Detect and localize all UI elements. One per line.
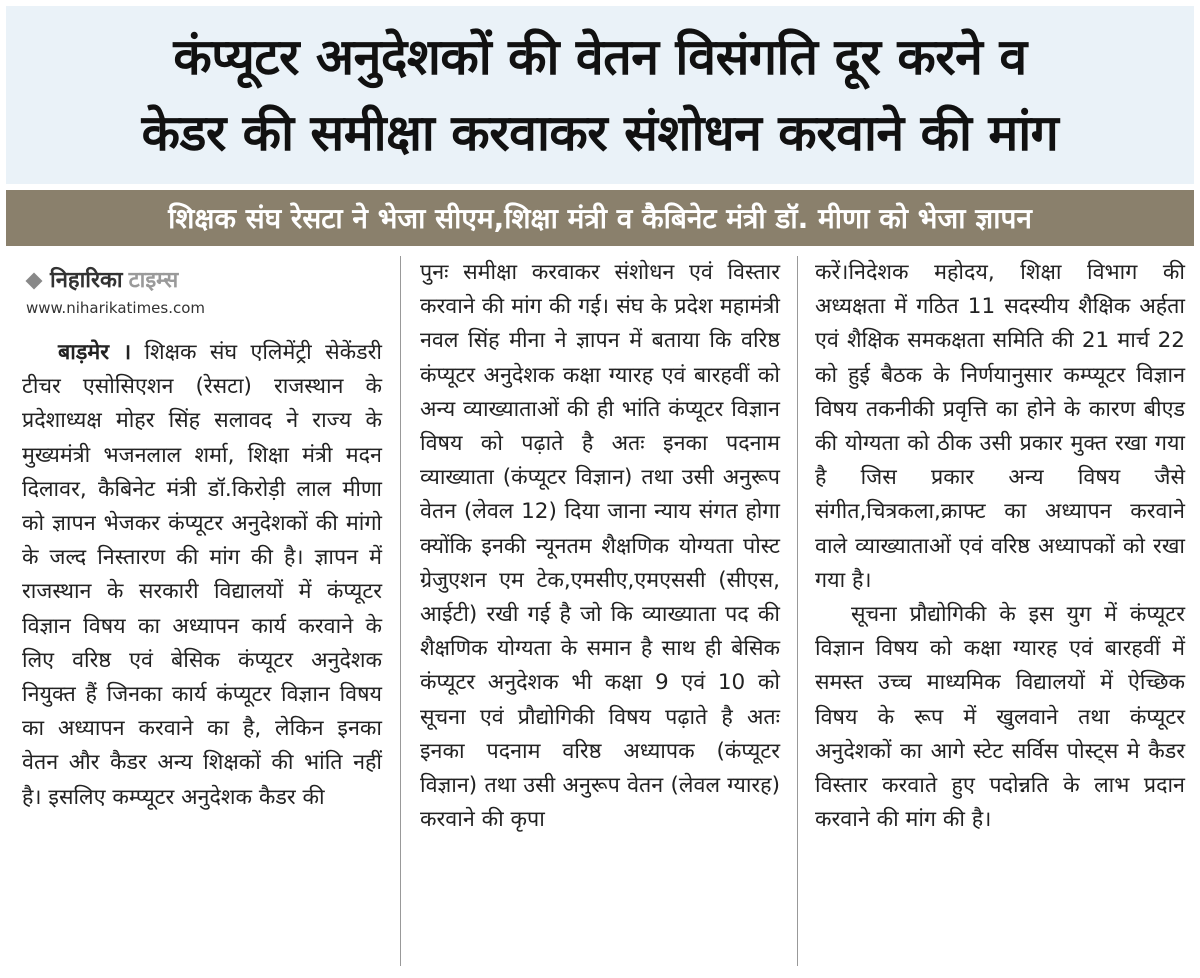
headline-banner bbox=[6, 6, 1194, 184]
subheadline: शिक्षक संघ रेसटा ने भेजा सीएम,शिक्षा मंत्री व कैबिनेट मंत्री डॉ. मीणा को भेजा ज्ञापन bbox=[168, 202, 1032, 235]
article-column-2 bbox=[420, 256, 780, 837]
brand-logo bbox=[22, 266, 382, 296]
diamond-icon bbox=[26, 273, 43, 290]
article-col3-para-2: सूचना प्रौद्योगिकी के इस युग में कंप्यूटर विज्ञान विषय को कक्षा ग्यारह एवं बारहवीं में समस्त उच्च माध्यमिक विद्यालयों में ऐच्छिक विषय के रूप में खुलवाने तथा कंप्यूटर अनुदेशकों का आगे स्टेट सर्विस पोस्ट्स मे कैडर विस्तार करवाते हुए पदोन्नति के लाभ प्रदान करवाने की मांग की है। bbox=[815, 602, 1185, 833]
article-col2-text: पुनः समीक्षा करवाकर संशोधन एवं विस्तार करवाने की मांग की गई। संघ के प्रदेश महामंत्री नवल सिंह मीना ने ज्ञापन में बताया कि वरिष्ठ कंप्यूटर अनुदेशक कक्षा ग्यारह एवं बारहवीं को अन्य व्याख्याताओं की ही भांति कंप्यूटर विज्ञान विषय को पढ़ाते है अतः इनका पदनाम व्याख्याता (कंप्यूटर विज्ञान) तथा उसी अनुरूप वेतन (लेवल 12) दिया जाना न्याय संगत होगा क्योंकि इनकी न्यूनतम शैक्षणिक योग्यता पोस्ट ग्रेजुएशन एम टेक,एमसीए,एमएससी (सीएस, आईटी) रखी गई है जो कि व्याख्याता पद की शैक्षणिक योग्यता के समान है साथ ही बेसिक कंप्यूटर अनुदेशक भी कक्षा 9 एवं 10 को सूचना एवं प्रौद्योगिकी विषय पढ़ाते है अतः इनका पदनाम वरिष्ठ अध्यापक (कंप्यूटर विज्ञान) तथा उसी अनुरूप वेतन (लेवल ग्यारह) करवाने की कृपा bbox=[420, 260, 780, 833]
article-column-1 bbox=[22, 252, 382, 815]
article-col3-para-1: करें।निदेशक महोदय, शिक्षा विभाग की अध्यक्षता में गठित 11 सदस्यीय शैक्षिक अर्हता एवं शैक्षिक समकक्षता समिति की 21 मार्च 22 को हुई बैठक के निर्णयानुसार कम्प्यूटर विज्ञान विषय तकनीकी प्रवृत्ति का होने के कारण बीएड की योग्यता को ठीक उसी प्रकार मुक्त रखा गया है जिस प्रकार अन्य विषय जैसे संगीत,चित्रकला,क्राफ्ट का अध्यापन करवाने वाले व्याख्याताओं एवं वरिष्ठ अध्यापकों को रखा गया है। bbox=[815, 260, 1185, 593]
article-col1-text: शिक्षक संघ एलिमेंट्री सेकेंडरी टीचर एसोसिएशन (रेसटा) राजस्थान के प्रदेशाध्यक्ष मोहर सिंह सलावद ने राज्य के मुख्यमंत्री भजनलाल शर्मा, शिक्षा मंत्री मदन दिलावर, कैबिनेट मंत्री डॉ.किरोड़ी लाल मीणा को ज्ञापन भेजकर कंप्यूटर अनुदेशकों की मांगो के जल्द निस्तारण की मांग की है। ज्ञापन में राजस्थान के सरकारी विद्यालयों में कंप्यूटर विज्ञान विषय का अध्यापन कार्य करवाने के लिए वरिष्ठ एवं बेसिक कंप्यूटर अनुदेशक नियुक्त हैं जिनका कार्य कंप्यूटर विज्ञान विषय का अध्यापन करवाने का है, लेकिन इनका वेतन और कैडर अन्य शिक्षकों की भांति नहीं है। इसलिए कम्प्यूटर अनुदेशक कैडर की bbox=[22, 340, 382, 810]
headline-line-1: कंप्यूटर अनुदेशकों की वेतन विसंगति दूर करने व bbox=[173, 28, 1027, 86]
brand-url: www.niharikatimes.com bbox=[26, 299, 206, 317]
article-paragraph-1 bbox=[22, 336, 382, 815]
column-divider bbox=[797, 256, 798, 966]
headline-line-2: केडर की समीक्षा करवाकर संशोधन करवाने की मांग bbox=[141, 104, 1059, 162]
dateline: बाड़मेर । bbox=[58, 340, 132, 365]
brand-name-suffix: टाइम्स bbox=[128, 267, 179, 293]
subheadline-bar bbox=[6, 190, 1194, 246]
article-column-3 bbox=[815, 256, 1185, 837]
column-divider bbox=[400, 256, 401, 966]
brand-name: निहारिका bbox=[50, 267, 123, 293]
